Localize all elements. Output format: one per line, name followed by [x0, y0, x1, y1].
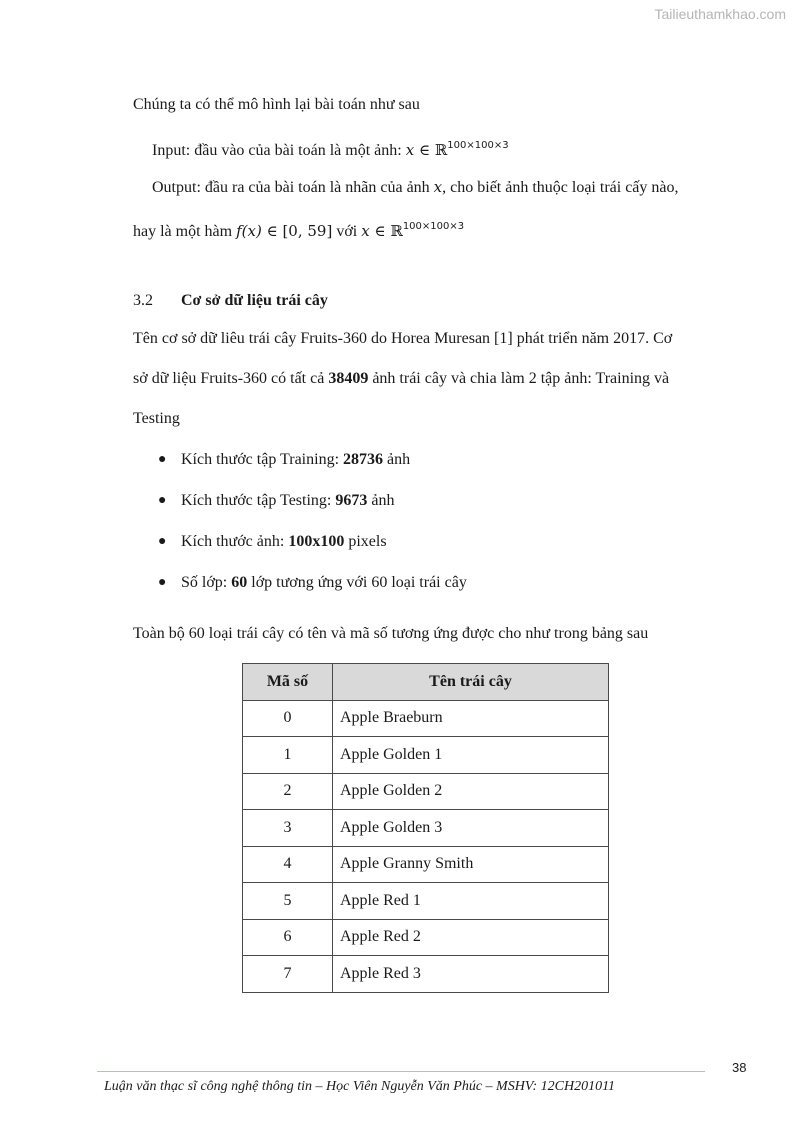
- fruit-name: Apple Golden 2: [333, 773, 609, 810]
- output-text-suffix: , cho biết ảnh thuộc loại trái cấy nào,: [442, 179, 679, 196]
- bullet-icon: ●: [158, 575, 167, 590]
- input-set: ∈ ℝ: [414, 141, 448, 159]
- fruit-code: 2: [243, 773, 333, 810]
- input-variable: x: [405, 141, 415, 159]
- bullet-image-size: [181, 532, 387, 552]
- input-dimension: 100×100×3: [447, 140, 509, 151]
- bullet-icon: ●: [158, 493, 167, 508]
- bullet-class-count: [181, 573, 467, 593]
- output-line-2: [133, 217, 464, 242]
- input-line: [152, 136, 509, 161]
- intro-paragraph: Chúng ta có thể mô hình lại bài toán như sau: [133, 96, 420, 113]
- bullet-training-size: [181, 450, 410, 470]
- table-row: [243, 773, 609, 810]
- output-variable-2: x: [361, 222, 370, 240]
- bullet-text: Số lớp:: [181, 574, 232, 591]
- fruit-code: 4: [243, 846, 333, 883]
- footer-text: Luận văn thạc sĩ công nghệ thông tin – Học Viên Nguyễn Văn Phúc – MSHV: 12CH201011: [104, 1079, 616, 1094]
- fruit-code: 7: [243, 956, 333, 993]
- output-set: ∈ ℝ: [369, 222, 403, 240]
- fruit-name: Apple Red 2: [333, 919, 609, 956]
- dataset-text: sở dữ liệu Fruits-360 có tất cả: [133, 370, 329, 387]
- header-code: Mã số: [243, 664, 333, 701]
- bullet-text: Kích thước ảnh:: [181, 533, 289, 550]
- bullet-text-suffix: ảnh: [383, 451, 411, 468]
- table-row: [243, 883, 609, 920]
- bullet-icon: ●: [158, 452, 167, 467]
- output-line-1: [152, 177, 679, 198]
- fruit-code: 6: [243, 919, 333, 956]
- dataset-total-count: 38409: [328, 370, 369, 387]
- section-title: Cơ sở dữ liệu trái cây: [181, 292, 328, 309]
- bullet-text-suffix: ảnh: [367, 492, 395, 509]
- bullet-testing-size: [181, 491, 394, 511]
- fruit-code: 1: [243, 737, 333, 774]
- fruit-name: Apple Golden 1: [333, 737, 609, 774]
- table-row: [243, 810, 609, 847]
- table-row: [243, 737, 609, 774]
- dataset-paragraph-line-1: Tên cơ sở dữ liêu trái cây Fruits-360 do Horea Muresan [1] phát triển năm 2017. Cơ: [133, 330, 673, 347]
- output-with-text: với: [332, 223, 362, 240]
- bullet-text-suffix: lớp tương ứng với 60 loại trái cây: [247, 574, 467, 591]
- table-intro: Toàn bộ 60 loại trái cây có tên và mã số tương ứng được cho như trong bảng sau: [133, 625, 649, 642]
- table-row: [243, 846, 609, 883]
- function-expression: f(x): [236, 222, 262, 240]
- dataset-paragraph-line-2: [133, 369, 669, 389]
- table-row: [243, 919, 609, 956]
- output-dimension: 100×100×3: [402, 221, 465, 232]
- fruit-name: Apple Red 1: [333, 883, 609, 920]
- fruit-name: Apple Red 3: [333, 956, 609, 993]
- fruit-name: Apple Golden 3: [333, 810, 609, 847]
- bullet-value: 9673: [335, 492, 368, 509]
- footer-divider: [97, 1071, 705, 1072]
- table-header-row: [243, 664, 609, 701]
- watermark: Tailieuthamkhao.com: [654, 6, 786, 22]
- output-function-text: hay là một hàm: [133, 223, 237, 240]
- dataset-paragraph-line-3: Testing: [133, 410, 180, 427]
- fruit-code: 0: [243, 700, 333, 737]
- bullet-value: 28736: [343, 451, 384, 468]
- output-variable: x: [433, 178, 443, 196]
- output-text: Output: đầu ra của bài toán là nhãn của ảnh: [152, 179, 434, 196]
- fruit-name: Apple Braeburn: [333, 700, 609, 737]
- bullet-text-suffix: pixels: [344, 533, 387, 550]
- function-range: ∈ [0, 59]: [261, 222, 333, 240]
- dataset-text-suffix: ảnh trái cây và chia làm 2 tập ảnh: Training và: [368, 370, 670, 387]
- section-number: 3.2: [133, 292, 153, 309]
- bullet-text: Kích thước tập Testing:: [181, 492, 336, 509]
- bullet-icon: ●: [158, 534, 167, 549]
- table-row: [243, 956, 609, 993]
- bullet-text: Kích thước tập Training:: [181, 451, 344, 468]
- fruit-code: 5: [243, 883, 333, 920]
- header-name: Tên trái cây: [333, 664, 609, 701]
- fruit-name: Apple Granny Smith: [333, 846, 609, 883]
- fruit-table: [242, 663, 609, 993]
- bullet-value: 100x100: [288, 533, 345, 550]
- page-number: 38: [732, 1060, 747, 1075]
- bullet-value: 60: [231, 574, 248, 591]
- fruit-code: 3: [243, 810, 333, 847]
- table-row: [243, 700, 609, 737]
- input-text: Input: đầu vào của bài toán là một ảnh:: [152, 142, 406, 159]
